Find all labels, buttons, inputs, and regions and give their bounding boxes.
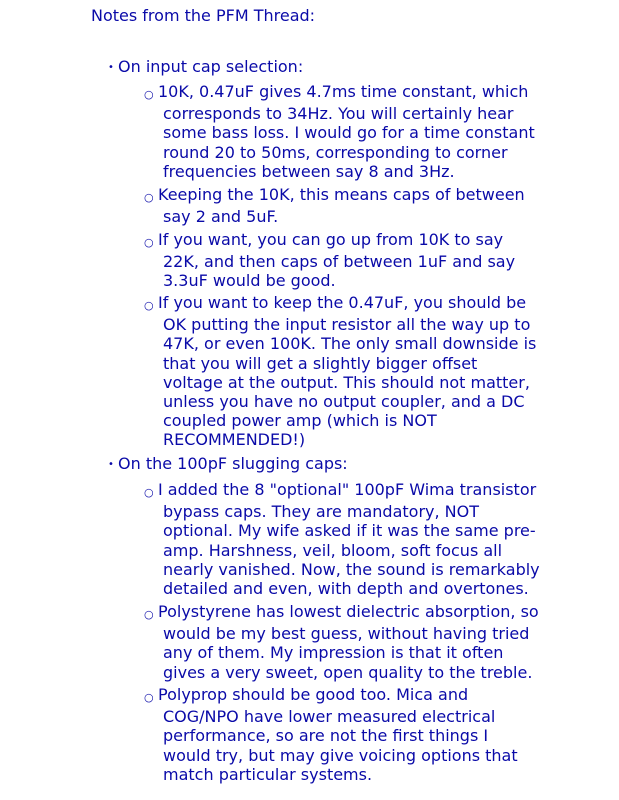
topic-label: On the 100pF slugging caps: — [118, 454, 348, 473]
topic-100pf-slugging-caps — [108, 454, 348, 474]
note-optional-wima-caps — [144, 480, 540, 599]
topic-label: On input cap selection: — [118, 57, 304, 76]
note-line: that you will get a slightly bigger offset — [163, 353, 478, 373]
note-line: COG/NPO have lower measured electrical — [163, 707, 496, 727]
note-line: would try, but may give voicing options that — [163, 745, 518, 765]
filled-dot-bullet-icon: • — [108, 62, 114, 73]
hollow-circle-bullet-icon: ○ — [144, 191, 154, 204]
note-line: unless you have no output coupler, and a DC — [163, 392, 525, 412]
note-line: some bass loss. I would go for a time constant — [163, 123, 535, 143]
note-line: match particular systems. — [163, 764, 373, 784]
note-line: voltage at the output. This should not matter, — [163, 372, 530, 392]
note-polystyrene — [144, 602, 539, 682]
note-line: If you want, you can go up from 10K to say — [158, 230, 504, 249]
note-line: amp. Harshness, veil, bloom, soft focus all — [163, 540, 503, 560]
note-line: say 2 and 5uF. — [163, 207, 279, 227]
note-line: I added the 8 "optional" 100pF Wima transistor — [158, 480, 537, 499]
filled-dot-bullet-icon: • — [108, 459, 114, 470]
note-line: Polystyrene has lowest dielectric absorption, so — [158, 602, 539, 621]
note-line: RECOMMENDED!) — [163, 430, 306, 450]
note-line: round 20 to 50ms, corresponding to corner — [163, 142, 508, 162]
note-line: corresponds to 34Hz. You will certainly hear — [163, 104, 514, 124]
hollow-circle-bullet-icon: ○ — [144, 608, 154, 621]
note-line: Keeping the 10K, this means caps of between — [158, 185, 525, 204]
note-line: detailed and even, with depth and overtones. — [163, 579, 529, 599]
note-line: coupled power amp (which is NOT — [163, 411, 437, 431]
note-line: gives a very sweet, open quality to the treble. — [163, 662, 533, 682]
hollow-circle-bullet-icon: ○ — [144, 691, 154, 704]
note-line: optional. My wife asked if it was the same pre- — [163, 521, 536, 541]
hollow-circle-bullet-icon: ○ — [144, 88, 154, 101]
note-line: would be my best guess, without having tried — [163, 624, 530, 644]
note-polyprop — [144, 685, 534, 784]
note-time-constant — [144, 82, 534, 181]
page-title: Notes from the PFM Thread: — [91, 6, 316, 25]
note-line: bypass caps. They are mandatory, NOT — [163, 502, 479, 522]
note-line: 22K, and then caps of between 1uF and say — [163, 252, 516, 272]
topic-input-cap-selection — [108, 57, 303, 77]
hollow-circle-bullet-icon: ○ — [144, 236, 154, 249]
note-line: OK putting the input resistor all the way up to — [163, 315, 531, 335]
note-keeping-10k — [144, 185, 534, 226]
note-line: If you want to keep the 0.47uF, you should be — [158, 293, 527, 312]
note-go-up-from-10k — [144, 230, 534, 291]
hollow-circle-bullet-icon: ○ — [144, 299, 154, 312]
note-line: nearly vanished. Now, the sound is remarkably — [163, 559, 540, 579]
note-line: 47K, or even 100K. The only small downside is — [163, 334, 537, 354]
note-line: 3.3uF would be good. — [163, 271, 336, 291]
note-line: frequencies between say 8 and 3Hz. — [163, 161, 455, 181]
note-line: Polyprop should be good too. Mica and — [158, 685, 469, 704]
note-keep-047uf — [144, 293, 537, 450]
hollow-circle-bullet-icon: ○ — [144, 486, 154, 499]
note-line: 10K, 0.47uF gives 4.7ms time constant, which — [158, 82, 529, 101]
note-line: any of them. My impression is that it often — [163, 643, 504, 663]
note-line: performance, so are not the first things I — [163, 726, 489, 746]
